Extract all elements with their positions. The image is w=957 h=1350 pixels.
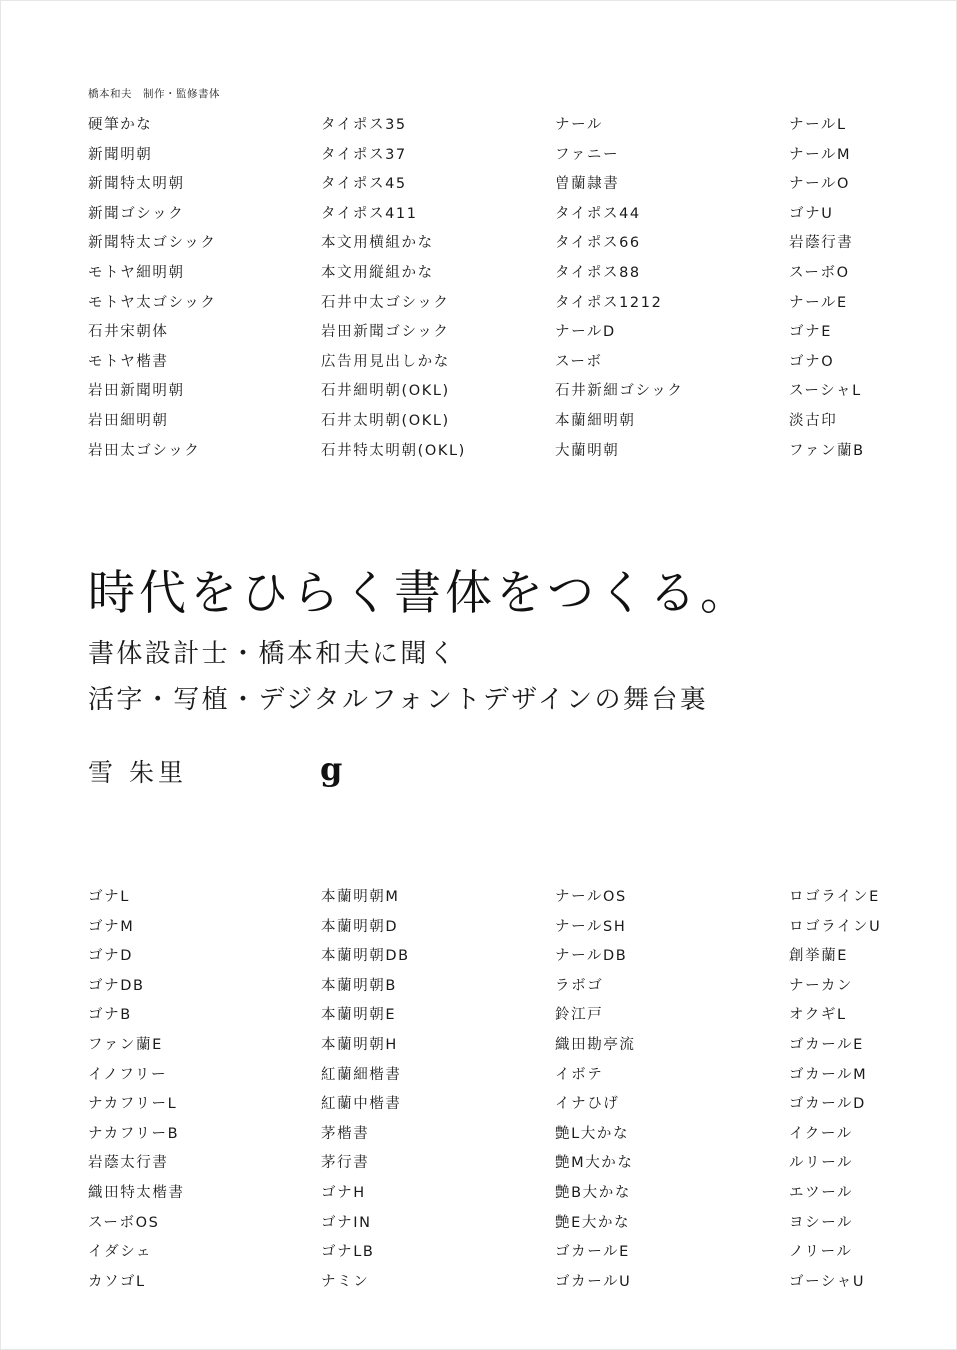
font-name-item: 石井細明朝(OKL) <box>321 383 450 400</box>
font-name-item: イダシェ <box>88 1244 153 1261</box>
top-font-list <box>88 113 939 468</box>
font-name-item: 新聞特太明朝 <box>88 176 185 193</box>
font-name-item: 淡古印 <box>789 412 838 429</box>
font-name-item: 大蘭明朝 <box>555 442 620 459</box>
font-name-item: ゴナIN <box>321 1214 372 1231</box>
font-name-item: モトヤ細明朝 <box>88 264 185 281</box>
font-name-item: ナールM <box>789 146 852 163</box>
font-name-item: タイポス88 <box>555 264 641 281</box>
font-name-item: ゴナM <box>88 918 135 935</box>
header-label: 橋本和夫 制作・監修書体 <box>88 88 220 100</box>
book-subtitle-line-1: 書体設計士・橋本和夫に聞く <box>88 639 458 669</box>
font-name-item: 本蘭明朝B <box>321 977 397 994</box>
font-name-item: ファニー <box>555 146 620 163</box>
font-name-item: タイポス44 <box>555 205 641 222</box>
font-name-item: イノフリー <box>88 1066 168 1083</box>
font-name-item: 織田特太楷書 <box>88 1184 185 1201</box>
font-name-item: ゴカールE <box>789 1036 864 1053</box>
font-name-item: ゴカールM <box>789 1066 868 1083</box>
font-name-item: 茅楷書 <box>321 1125 370 1142</box>
book-subtitle-line-2: 活字・写植・デジタルフォントデザインの舞台裏 <box>88 685 709 715</box>
font-name-item: ラボゴ <box>555 977 604 994</box>
font-name-item: 本蘭明朝E <box>321 1007 397 1024</box>
bottom-font-column-4 <box>789 885 939 1299</box>
font-name-item: 新聞明朝 <box>88 146 153 163</box>
font-name-item: ナールSH <box>555 918 627 935</box>
font-name-item: ナールO <box>789 176 851 193</box>
bottom-font-column-3 <box>555 885 789 1299</box>
font-name-item: ナカフリーL <box>88 1096 178 1113</box>
font-name-item: ロゴラインE <box>789 889 880 905</box>
top-font-column-1 <box>88 113 321 468</box>
bottom-font-column-2 <box>321 885 555 1299</box>
font-name-item: タイポス66 <box>555 235 641 252</box>
font-name-item: 紅蘭細楷書 <box>321 1066 402 1083</box>
font-name-item: ゴナD <box>88 948 133 965</box>
font-name-item: 岩田新聞明朝 <box>88 383 185 400</box>
font-name-item: ナールD <box>555 324 616 341</box>
font-name-item: ゴカールD <box>789 1096 866 1113</box>
font-name-item: ゴナL <box>88 889 130 905</box>
font-name-item: 本文用横組かな <box>321 235 434 252</box>
font-name-item: ルリール <box>789 1155 854 1172</box>
font-name-item: タイポス37 <box>321 146 407 163</box>
font-name-item: スーボOS <box>88 1214 160 1231</box>
font-name-item: ゴナE <box>789 324 832 341</box>
font-name-item: 茅行書 <box>321 1155 370 1172</box>
font-name-item: タイポス45 <box>321 176 407 193</box>
font-name-item: 石井新細ゴシック <box>555 383 684 400</box>
font-name-item: ゴナB <box>88 1007 132 1024</box>
font-name-item: エツール <box>789 1184 854 1201</box>
font-name-item: タイポス411 <box>321 205 418 222</box>
font-name-item: オクギL <box>789 1007 847 1024</box>
font-name-item: スーボ <box>555 353 603 370</box>
font-name-item: 本蘭細明朝 <box>555 412 636 429</box>
font-name-item: ゴカールU <box>555 1273 632 1290</box>
font-name-item: 広告用見出しかな <box>321 353 450 370</box>
font-name-item: 石井太明朝(OKL) <box>321 412 450 429</box>
font-name-item: ナカフリーB <box>88 1125 180 1142</box>
font-name-item: ゴナDB <box>88 977 145 994</box>
bottom-font-list <box>88 885 939 1299</box>
publisher-logo: g <box>320 750 343 788</box>
font-name-item: 本蘭明朝DB <box>321 948 410 965</box>
font-name-item: ゴカールE <box>555 1244 630 1261</box>
font-name-item: ファン蘭B <box>789 442 865 459</box>
font-name-item: 本蘭明朝D <box>321 918 399 935</box>
title-block <box>88 558 751 718</box>
top-font-column-2 <box>321 113 555 468</box>
font-name-item: ヨシール <box>789 1214 854 1231</box>
font-name-item: 本蘭明朝M <box>321 889 400 905</box>
font-name-item: ゴナH <box>321 1184 366 1201</box>
font-name-item: ナールDB <box>555 948 628 965</box>
font-name-item: タイポス1212 <box>555 294 663 311</box>
font-name-item: ノリール <box>789 1244 853 1261</box>
font-name-item: スーシャL <box>789 383 862 400</box>
font-name-item: 岩蔭行書 <box>789 235 854 252</box>
font-name-item: イクール <box>789 1125 853 1142</box>
font-name-item: 岩田細明朝 <box>88 412 169 429</box>
author-name: 雪 朱里 <box>88 758 187 787</box>
font-name-item: 曽蘭隷書 <box>555 176 620 193</box>
font-name-item: モトヤ楷書 <box>88 353 169 370</box>
font-name-item: ナール <box>555 117 604 133</box>
font-name-item: ゴナO <box>789 353 835 370</box>
font-name-item: 本蘭明朝H <box>321 1036 398 1053</box>
font-name-item: スーボO <box>789 264 850 281</box>
font-name-item: 紅蘭中楷書 <box>321 1096 402 1113</box>
font-name-item: イボテ <box>555 1066 604 1083</box>
font-name-item: 岩田新聞ゴシック <box>321 324 450 341</box>
font-name-item: 石井宋朝体 <box>88 324 169 341</box>
font-name-item: カソゴL <box>88 1273 146 1290</box>
top-font-column-3 <box>555 113 789 468</box>
font-name-item: 新聞ゴシック <box>88 205 185 222</box>
font-name-item: 艶L大かな <box>555 1125 630 1142</box>
font-name-item: 新聞特太ゴシック <box>88 235 217 252</box>
bottom-font-column-1 <box>88 885 321 1299</box>
font-name-item: ロゴラインU <box>789 918 882 935</box>
font-name-item: モトヤ太ゴシック <box>88 294 217 311</box>
font-name-item: 岩蔭太行書 <box>88 1155 169 1172</box>
font-name-item: 創挙蘭E <box>789 948 849 965</box>
font-name-item: ナールL <box>789 117 847 133</box>
font-name-item: ゴナLB <box>321 1244 375 1261</box>
font-name-item: ファン蘭E <box>88 1036 163 1053</box>
font-name-item: 岩田太ゴシック <box>88 442 201 459</box>
font-name-item: タイポス35 <box>321 117 407 133</box>
font-name-item: 艶M大かな <box>555 1155 634 1172</box>
font-name-item: 艶B大かな <box>555 1184 631 1201</box>
font-name-item: ゴーシャU <box>789 1273 866 1290</box>
font-name-item: 織田勘亭流 <box>555 1036 636 1053</box>
book-title: 時代をひらく書体をつくる。 <box>88 566 751 621</box>
font-name-item: ナールOS <box>555 889 627 905</box>
font-name-item: ゴナU <box>789 205 834 222</box>
top-font-column-4 <box>789 113 939 468</box>
font-name-item: イナひげ <box>555 1096 620 1113</box>
font-name-item: ナミン <box>321 1273 370 1290</box>
font-name-item: ナールE <box>789 294 848 311</box>
font-name-item: 硬筆かな <box>88 117 153 133</box>
font-name-item: ナーカン <box>789 977 854 994</box>
font-name-item: 艶E大かな <box>555 1214 631 1231</box>
font-name-item: 本文用縦組かな <box>321 264 434 281</box>
font-name-item: 鈴江戸 <box>555 1007 604 1024</box>
font-name-item: 石井特太明朝(OKL) <box>321 442 466 459</box>
font-name-item: 石井中太ゴシック <box>321 294 450 311</box>
